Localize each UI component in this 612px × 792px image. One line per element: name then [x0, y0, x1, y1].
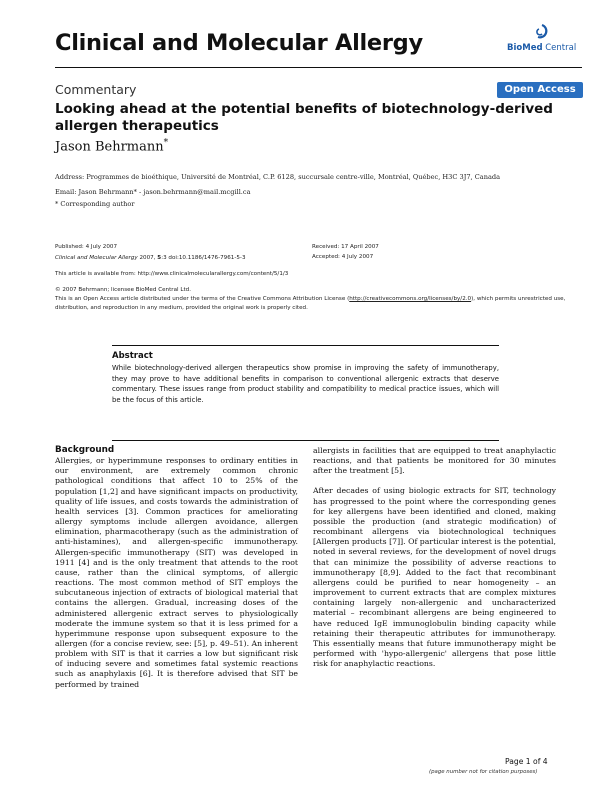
body-paragraph: After decades of using biologic extracts for SIT, technology has progressed to the point where the corresponding genes for key allergens have been identified and cloned, making possible the production (and strategic modification) of recombinant allergens via biotechnological techniques [Allergen products [7]]. Of particular interest is the potential, noted in several reviews, for the development of novel drugs that can minimize the possibility of adverse reactions to immunotherapy [8,9]. Added to the fact that recombinant allergens could be purified to near homogeneity – an improvement to current extracts that are complex mixtures containing largely non-allergenic and uncharacterized material – recombinant allergens are being engineered to have reduced IgE immunoglobulin binding capacity while retaining their therapeutic attributes for immunotherapy. This essentially means that future immunotherapy might be performed with 'hypo-allergenic' allergens that pose little risk for anaphylactic reactions. — [313, 486, 556, 669]
abstract-heading: Abstract — [112, 351, 153, 361]
affiliation: Address: Programmes de bioéthique, Université de Montréal, C.P. 6128, succursale centre-ville, Montréal, Québec, H3C 3J7, Canada — [55, 173, 501, 181]
publication-info — [55, 242, 246, 264]
abstract-box — [112, 345, 499, 441]
corresponding-note: * Corresponding author — [55, 200, 135, 208]
accepted-date: Accepted: 4 July 2007 — [312, 254, 374, 260]
copyright-block — [55, 286, 585, 313]
availability-link[interactable]: This article is available from: http://www.clinicalmolecularallergy.com/content/5/1/3 — [55, 271, 289, 277]
abstract-text: While biotechnology-derived allergen therapeutics show promise in improving the safety of immunotherapy, they may prove to have additional benefits in comparison to conventional allergenic extracts that deserve commentary. These issues range from product stability and compatibility to medical practice issues, which will be the focus of this article. — [112, 364, 499, 404]
dates-block — [312, 242, 379, 262]
license-link[interactable]: http://creativecommons.org/licenses/by/2.0 — [349, 296, 472, 302]
body-column-left — [55, 445, 298, 690]
received-date: Received: 17 April 2007 — [312, 244, 379, 250]
email[interactable]: Email: Jason Behrmann* - jason.behrmann@mail.mcgill.ca — [55, 188, 251, 196]
article-type: Commentary — [55, 82, 137, 97]
header-rule — [55, 67, 582, 68]
publisher-name: BioMed Central — [507, 43, 577, 53]
body-paragraph: Allergies, or hyperimmune responses to ordinary entities in our environment, are extremely common chronic pathological conditions that affect 10 to 25% of the population [1,2] and have significant impacts on productivity, quality of life issues, and costs towards the administration of health services [3]. Common practices for ameliorating allergy symptoms include allergen avoidance, allergen elimination, pharmacotherapy (such as the administration of anti-histamines), and allergen-specific immunotherapy. Allergen-specific immunotherapy (SIT) was developed in 1911 [4] and is the only treatment that attends to the root cause, rather than the clinical symptoms, of allergic reactions. The most common method of SIT employs the subcutaneous injection of extracts of biological material that contains the allergen. Gradual, increasing doses of the administered allergenic extract serves to physiologically moderate the immune system so that it is less primed for a hyperimmune response upon subsequent exposure to the allergen (for a concise review, see: [5], p. 49–51). An inherent problem with SIT is that it carries a low but significant risk of inducing severe and sometimes fatal systemic reactions such as anaphylaxis [6]. It is therefore advised that SIT be performed by trained — [55, 456, 298, 689]
journal-title: Clinical and Molecular Allergy — [55, 30, 423, 56]
biomed-logo-icon — [533, 23, 549, 41]
article-title: Looking ahead at the potential benefits of biotechnology-derived allergen therapeutics — [55, 101, 553, 134]
page-number-note: (page number not for citation purposes) — [429, 769, 538, 775]
body-column-right — [313, 446, 556, 669]
open-access-badge[interactable]: Open Access — [497, 82, 583, 98]
body-paragraph: allergists in facilities that are equipped to treat anaphylactic reactions, and that patients be monitored for 30 minutes after the treatment [5]. — [313, 446, 556, 476]
copyright-line: © 2007 Behrmann; licensee BioMed Central Ltd. — [55, 287, 191, 293]
author-name: Jason Behrmann* — [55, 138, 169, 155]
address-block — [55, 172, 585, 214]
page-number: Page 1 of 4 — [505, 757, 548, 766]
publisher-logo[interactable] — [503, 23, 583, 57]
license-text: This is an Open Access article distributed under the terms of the Creative Commons Attribution License (http://creativecommons.org/licenses/by/2.0), which permits unrestricted use, distribution, and reproduction in any medium, provided the original work is properly cited. — [55, 296, 566, 311]
published-date: Published: 4 July 2007 — [55, 244, 118, 250]
section-heading-background: Background — [55, 445, 115, 455]
citation: Clinical and Molecular Allergy 2007, 5:3 doi:10.1186/1476-7961-5-3 — [55, 255, 246, 261]
